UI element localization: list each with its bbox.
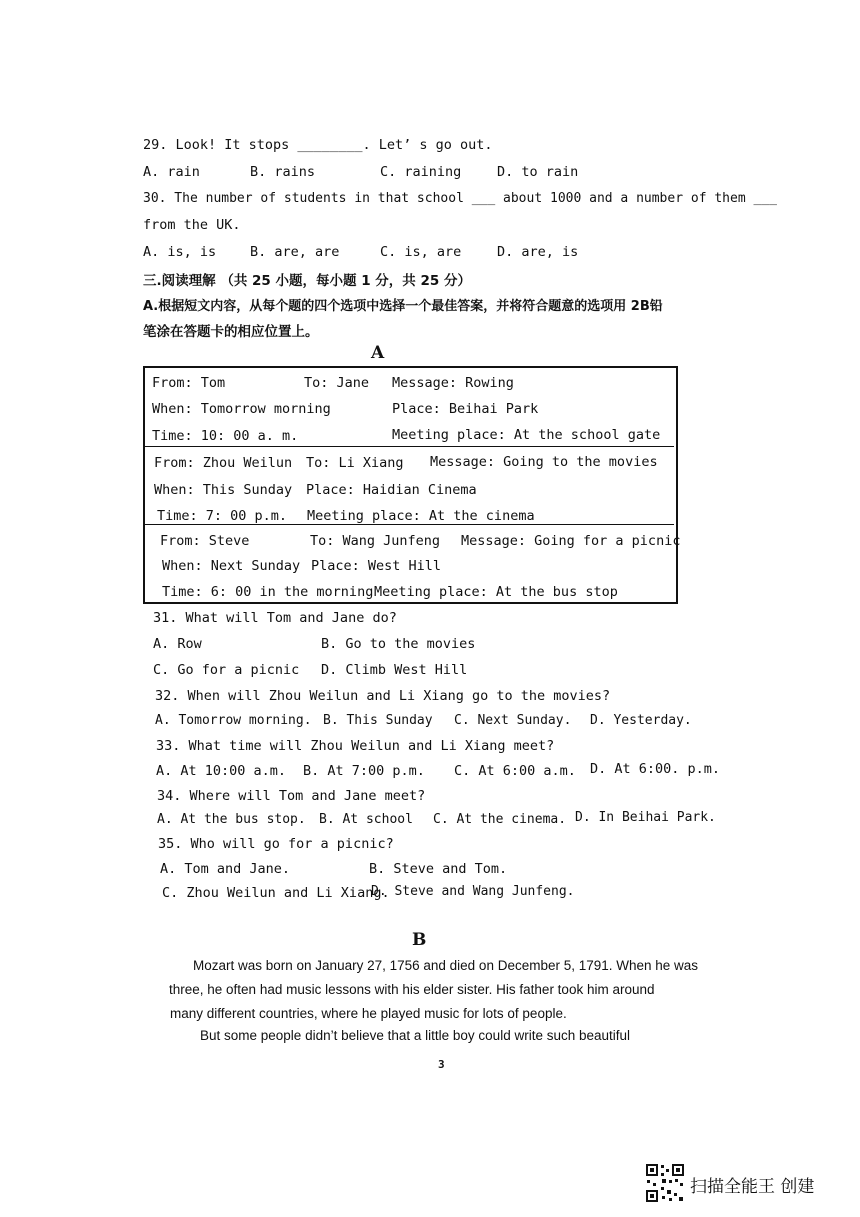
note-divider <box>145 446 674 447</box>
q29-option-b: B. rains <box>250 164 316 180</box>
q32-option-a: A. Tomorrow morning. <box>155 713 312 728</box>
note-1-from: From: Tom <box>152 375 226 391</box>
note-2-message: Message: Going to the movies <box>430 454 658 470</box>
q32-option-d: D. Yesterday. <box>590 713 692 728</box>
q31-option-a: A. Row <box>153 636 202 652</box>
q32-option-c: C. Next Sunday. <box>454 713 572 728</box>
q33-option-b: B. At 7:00 p.m. <box>303 763 425 779</box>
q33-option-a: A. At 10:00 a.m. <box>156 763 287 779</box>
section-instruction-line1: A.根据短文内容，从每个题的四个选项中选择一个最佳答案，并将符合题意的选项用 2B铅 <box>143 299 663 314</box>
q35-option-b: B. Steve and Tom. <box>369 861 508 877</box>
q29-option-a: A. rain <box>143 164 200 180</box>
q35-option-c: C. Zhou Weilun and Li Xiang. <box>162 885 390 901</box>
q30-option-b: B. are, are <box>250 244 340 260</box>
passage-b-line: Mozart was born on January 27, 1756 and died on December 5, 1791. When he was <box>193 958 699 973</box>
note-divider <box>145 524 674 525</box>
note-3-place: Place: West Hill <box>311 558 442 574</box>
note-3-message: Message: Going for a picnic <box>461 533 681 549</box>
q31-option-c: C. Go for a picnic <box>153 662 300 678</box>
section-instruction-line2: 笔涂在答题卡的相应位置上。 <box>143 324 319 340</box>
note-3-when: When: Next Sunday <box>162 558 301 574</box>
qr-code-icon <box>645 1163 685 1203</box>
q34-option-b: B. At school <box>319 812 413 827</box>
q34-question: 34. Where will Tom and Jane meet? <box>157 788 426 804</box>
note-2-place: Place: Haidian Cinema <box>306 482 477 498</box>
passage-b-line: But some people didn’t believe that a little boy could write such beautiful <box>200 1028 631 1043</box>
q33-option-d: D. At 6:00. p.m. <box>590 761 721 777</box>
note-2-when: When: This Sunday <box>154 482 293 498</box>
note-2-from: From: Zhou Weilun <box>154 455 293 471</box>
q34-option-d: D. In Beihai Park. <box>575 810 716 825</box>
note-1-message: Message: Rowing <box>392 375 514 391</box>
q30-option-c: C. is, are <box>380 244 462 260</box>
q29-option-c: C. raining <box>380 164 462 180</box>
note-2-to: To: Li Xiang <box>306 455 404 471</box>
q29-question: 29. Look! It stops ________. Let’ s go out. <box>143 137 493 153</box>
q32-question: 32. When will Zhou Weilun and Li Xiang go to the movies? <box>155 688 611 704</box>
q31-option-d: D. Climb West Hill <box>321 662 468 678</box>
q34-option-a: A. At the bus stop. <box>157 812 306 827</box>
q32-option-b: B. This Sunday <box>323 713 433 728</box>
note-2-meeting-place: Meeting place: At the cinema <box>307 508 535 524</box>
q35-option-a: A. Tom and Jane. <box>160 861 291 877</box>
note-3-meeting-place: Meeting place: At the bus stop <box>374 584 618 600</box>
passage-b-title: B <box>412 930 427 950</box>
note-1-meeting-place: Meeting place: At the school gate <box>392 427 661 443</box>
passage-b-line: three, he often had music lessons with his elder sister. His father took him around <box>169 982 655 997</box>
q35-option-d: D. Steve and Wang Junfeng. <box>371 884 575 899</box>
note-1-when: When: Tomorrow morning <box>152 401 331 417</box>
note-1-place: Place: Beihai Park <box>392 401 539 417</box>
q30-question-line1: 30. The number of students in that school ___ about 1000 and a number of them ___ <box>143 191 777 206</box>
q29-option-d: D. to rain <box>497 164 579 180</box>
q30-option-d: D. are, is <box>497 244 579 260</box>
note-3-from: From: Steve <box>160 533 250 549</box>
note-1-time: Time: 10: 00 a. m. <box>152 428 299 444</box>
q31-question: 31. What will Tom and Jane do? <box>153 610 397 626</box>
q35-question: 35. Who will go for a picnic? <box>158 836 394 852</box>
q33-question: 33. What time will Zhou Weilun and Li Xiang meet? <box>156 738 555 754</box>
passage-b-line: many different countries, where he played music for lots of people. <box>170 1006 567 1021</box>
q30-option-a: A. is, is <box>143 244 217 260</box>
q30-question-line2: from the UK. <box>143 217 241 233</box>
q33-option-c: C. At 6:00 a.m. <box>454 763 576 779</box>
note-2-time: Time: 7: 00 p.m. <box>157 508 288 524</box>
q34-option-c: C. At the cinema. <box>433 812 567 827</box>
page-number: 3 <box>438 1058 445 1071</box>
note-3-to: To: Wang Junfeng <box>310 533 441 549</box>
watermark-text: 扫描全能王 创建 <box>690 1177 815 1197</box>
q31-option-b: B. Go to the movies <box>321 636 476 652</box>
passage-a-title: A <box>371 343 385 363</box>
note-1-to: To: Jane <box>304 375 370 391</box>
note-3-time: Time: 6: 00 in the morning <box>162 584 374 600</box>
section-heading: 三.阅读理解 （共 25 小题，每小题 1 分，共 25 分） <box>143 273 471 289</box>
